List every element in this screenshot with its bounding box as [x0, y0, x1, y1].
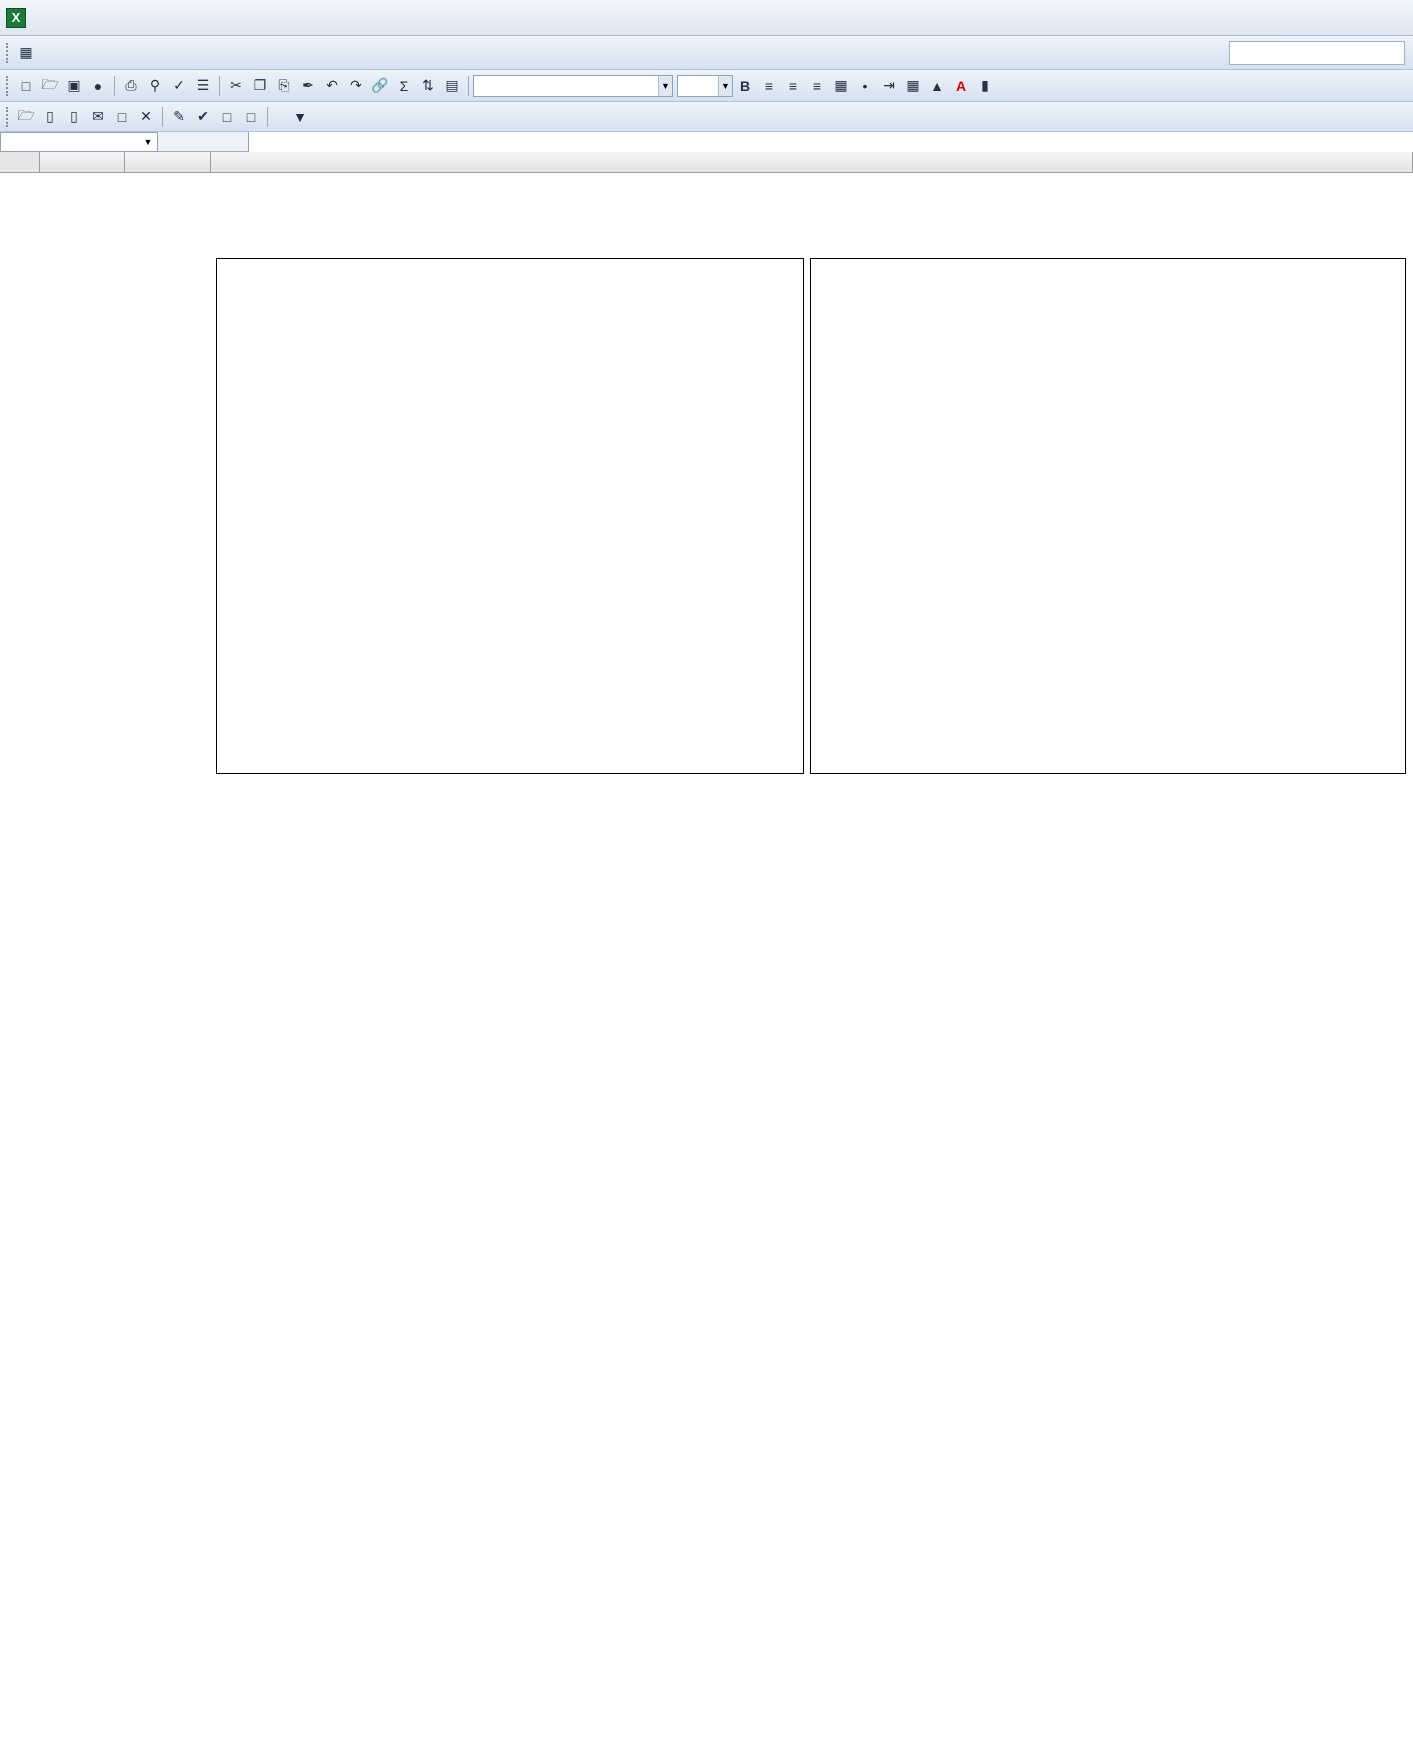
- show-comment-icon[interactable]: □: [117, 108, 127, 125]
- excel-app-icon: X: [6, 8, 26, 28]
- reviewing-toolbar: [0, 102, 1413, 132]
- formula-input[interactable]: [248, 132, 1413, 152]
- real-world-curve-plot: [811, 259, 1405, 773]
- help-search-input[interactable]: [1229, 41, 1405, 65]
- menu-bar: [0, 36, 1413, 70]
- borders-icon[interactable]: ▦: [906, 77, 920, 93]
- font-size-combo[interactable]: [677, 75, 733, 97]
- chevron-down-icon[interactable]: ▼: [143, 136, 153, 147]
- title-bar: [0, 0, 1413, 36]
- formula-bar: [0, 132, 1413, 152]
- merge-center-icon[interactable]: ▦: [834, 77, 848, 93]
- next-comment-icon[interactable]: ▯: [70, 108, 78, 124]
- new-icon[interactable]: □: [21, 77, 31, 94]
- toolbar-separator: [114, 76, 115, 96]
- print-preview-icon[interactable]: ⚲: [149, 77, 161, 93]
- sort-ascending-icon[interactable]: ⇅: [422, 77, 434, 93]
- toolbar-separator: [219, 76, 220, 96]
- toolbar-grip[interactable]: [6, 107, 10, 127]
- toolbar-options-icon[interactable]: ▮: [981, 77, 989, 93]
- align-right-icon[interactable]: ≡: [812, 77, 822, 94]
- toolbar-separator: [468, 76, 469, 96]
- toolbar-options-icon[interactable]: ▼: [293, 108, 307, 125]
- column-header-c[interactable]: [211, 152, 1413, 173]
- toolbar-grip[interactable]: [6, 43, 10, 63]
- column-header-b[interactable]: [125, 152, 211, 173]
- workbook-icon[interactable]: ▦: [19, 44, 33, 60]
- column-header-a[interactable]: [40, 152, 125, 173]
- align-left-icon[interactable]: ≡: [764, 77, 774, 94]
- cut-icon[interactable]: ✂: [230, 77, 242, 93]
- name-box[interactable]: [0, 132, 158, 152]
- copy-icon[interactable]: ❐: [253, 77, 267, 93]
- font-color-icon[interactable]: A: [955, 77, 967, 94]
- ink-icon[interactable]: □: [246, 108, 256, 125]
- chevron-down-icon[interactable]: ▼: [718, 76, 732, 96]
- autosum-icon[interactable]: Σ: [399, 77, 409, 94]
- print-icon[interactable]: ⎙: [125, 77, 137, 93]
- select-all-button[interactable]: [0, 152, 40, 173]
- font-name-combo[interactable]: [473, 75, 673, 97]
- research-icon[interactable]: ☰: [196, 77, 210, 93]
- accept-change-icon[interactable]: ✔: [197, 108, 209, 124]
- cosh-curve-plot: [217, 259, 803, 773]
- folder-icon[interactable]: 🗁: [17, 106, 35, 123]
- toolbar-separator: [267, 107, 268, 127]
- open-icon[interactable]: 🗁: [41, 75, 59, 92]
- column-headers: [0, 152, 1413, 173]
- chevron-down-icon[interactable]: ▼: [658, 76, 672, 96]
- toolbar-separator: [162, 107, 163, 127]
- mail-icon[interactable]: ✉: [92, 108, 104, 124]
- real-world-curve-chart[interactable]: [810, 258, 1406, 774]
- decimal-icon[interactable]: •: [862, 77, 868, 94]
- indent-icon[interactable]: ⇥: [883, 77, 895, 93]
- cosh-curve-chart[interactable]: [216, 258, 804, 774]
- toolbar-grip[interactable]: [6, 76, 10, 96]
- chart-wizard-icon[interactable]: ▤: [445, 77, 459, 93]
- save-icon[interactable]: ▣: [67, 77, 81, 93]
- reject-change-icon[interactable]: □: [222, 108, 232, 125]
- standard-toolbar: [0, 70, 1413, 102]
- spelling-icon[interactable]: ✓: [173, 77, 185, 93]
- delete-comment-icon[interactable]: ✕: [140, 108, 152, 124]
- hyperlink-icon[interactable]: 🔗: [371, 77, 389, 93]
- bold-icon[interactable]: B: [739, 77, 751, 94]
- previous-comment-icon[interactable]: ▯: [46, 108, 54, 124]
- undo-icon[interactable]: ↶: [326, 77, 338, 93]
- permission-icon[interactable]: ●: [93, 77, 103, 94]
- fill-color-icon[interactable]: ▲: [930, 77, 944, 94]
- redo-icon[interactable]: ↷: [350, 77, 362, 93]
- track-changes-icon[interactable]: ✎: [173, 108, 185, 124]
- paste-icon[interactable]: ⎘: [278, 77, 290, 93]
- align-center-icon[interactable]: ≡: [788, 77, 798, 94]
- format-painter-icon[interactable]: ✒: [302, 77, 314, 93]
